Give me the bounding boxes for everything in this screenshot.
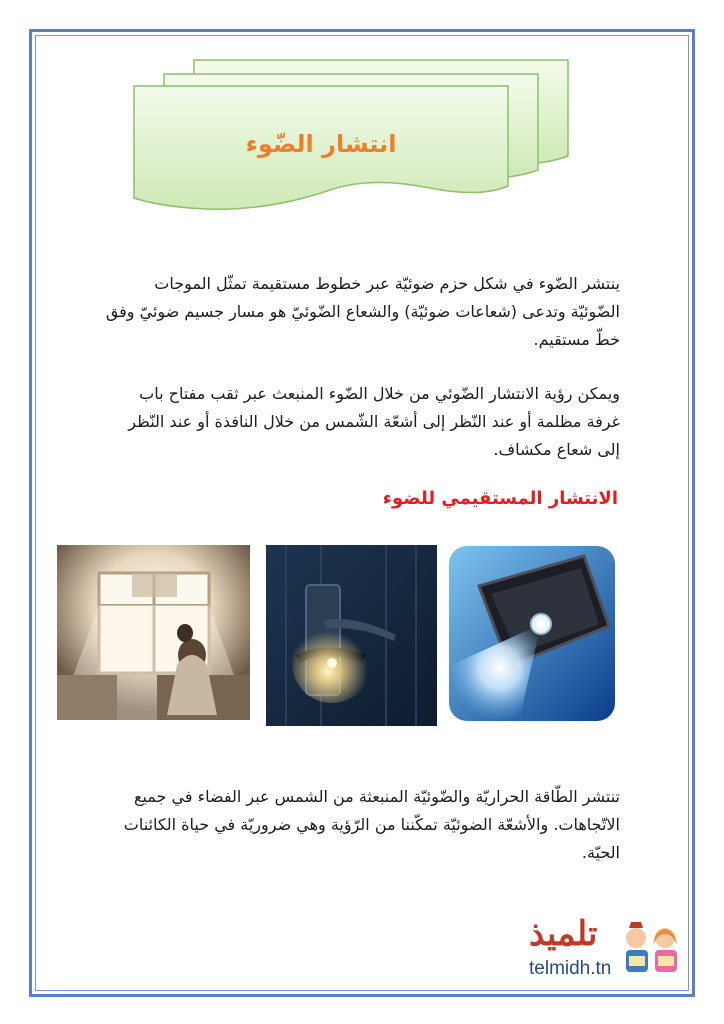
logo-arabic-text: تلميذ bbox=[529, 914, 598, 954]
paragraph-observation: ويمكن رؤية الانتشار الضّوئي من خلال الضّوء المنبعث عبر ثقب مفتاح باب غرفة مظلمة أو عند النّظر إلى أشعّة الشّمس من خلال النافذة أو عند النّظر إلى شعاع مكشاف. bbox=[128, 384, 620, 459]
telmidh-logo[interactable] bbox=[525, 914, 695, 988]
page-title: انتشار الضّوء bbox=[245, 130, 397, 158]
section-heading: الانتشار المستقيمي للضوء bbox=[382, 488, 618, 509]
logo-latin-text: telmidh.tn bbox=[529, 958, 612, 979]
keyhole-light-photo bbox=[266, 545, 437, 726]
paragraph-sun-energy: تنتشر الطّاقة الحراريّة والضّوئيّة المنبعثة من الشمس عبر الفضاء في جميع الاتّجاهات. والأشعّة الضوئيّة تمكّننا من الرّؤية وهي ضروريّة في حياة الكائنات الحيّة. bbox=[123, 787, 620, 862]
sunlight-window-photo bbox=[57, 545, 250, 720]
paragraph-propagation: ينتشر الضّوء في شكل حزم ضوئيّة عبر خطوط مستقيمة تمثّل الموجات الضّوئيّة وتدعى (شعاعات ضوئيّة) والشعاع الضّوئيّ هو مسار جسيم ضوئيّ وفق خطّ مستقيم. bbox=[105, 274, 620, 349]
kids-reading-icon bbox=[621, 920, 683, 978]
phone-flashlight-photo bbox=[449, 546, 615, 721]
